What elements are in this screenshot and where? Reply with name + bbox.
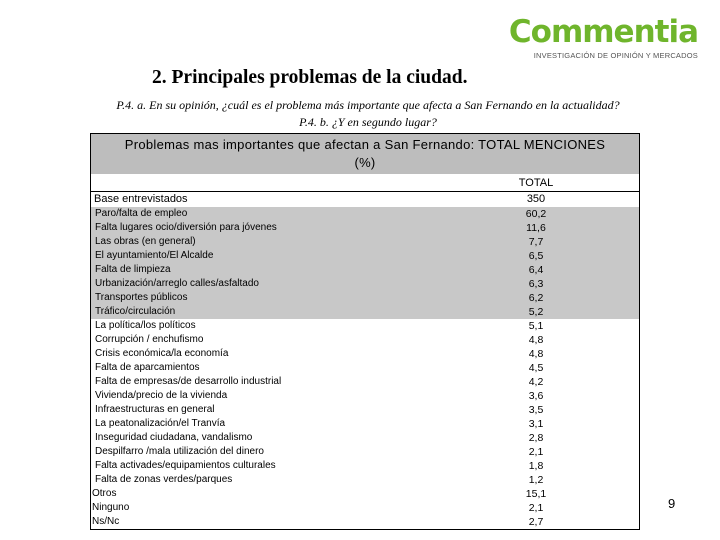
row-value: 5,1	[528, 320, 544, 332]
table-row	[91, 305, 639, 319]
results-table	[90, 133, 640, 530]
row-value: 2,7	[528, 516, 544, 528]
table-row	[91, 403, 639, 417]
row-label: Urbanización/arreglo calles/asfaltado	[95, 278, 259, 289]
table-row	[91, 515, 639, 529]
row-value: 2,1	[528, 446, 544, 458]
table-row	[91, 473, 639, 487]
row-label: Falta de zonas verdes/parques	[95, 474, 233, 485]
table-header	[91, 134, 639, 174]
row-value: 1,8	[528, 460, 544, 472]
question-line-b: P.4. b. ¿Y en segundo lugar?	[299, 115, 437, 129]
base-label: Base entrevistados	[94, 193, 188, 205]
row-value: 60,2	[525, 208, 547, 220]
table-row	[91, 207, 639, 221]
table-row	[91, 487, 639, 501]
row-value: 6,4	[528, 264, 544, 276]
row-label: Falta lugares ocio/diversión para jóvenes	[95, 222, 277, 233]
table-row	[91, 445, 639, 459]
table-body	[91, 207, 639, 529]
table-row	[91, 389, 639, 403]
row-label: La política/los políticos	[95, 320, 196, 331]
table-row	[91, 347, 639, 361]
base-row	[91, 192, 639, 207]
table-header-title: Problemas mas importantes que afectan a San Fernando: TOTAL MENCIONES	[124, 137, 606, 152]
row-value: 4,5	[528, 362, 544, 374]
table-header-unit: (%)	[354, 155, 376, 170]
row-label: Vivienda/precio de la vivienda	[95, 390, 228, 401]
row-value: 2,1	[528, 502, 544, 514]
row-value: 3,6	[528, 390, 544, 402]
logo-tagline: INVESTIGACIÓN DE OPINIÓN Y MERCADOS	[533, 51, 698, 60]
column-header-row	[91, 174, 639, 192]
row-label: Paro/falta de empleo	[95, 208, 188, 219]
table-row	[91, 291, 639, 305]
slide-title: 2. Principales problemas de la ciudad.	[152, 67, 468, 88]
table-row	[91, 417, 639, 431]
row-value: 11,6	[526, 222, 546, 234]
row-label: Ninguno	[92, 502, 130, 513]
row-label: Falta de empresas/de desarrollo industrial	[95, 376, 282, 387]
row-value: 4,8	[528, 348, 544, 360]
row-label: Falta de aparcamientos	[95, 362, 200, 373]
survey-question	[70, 97, 666, 131]
row-label: Despilfarro /mala utilización del dinero	[95, 446, 264, 457]
table-row	[91, 431, 639, 445]
table-row	[91, 501, 639, 515]
row-value: 15,1	[525, 488, 547, 500]
table-row	[91, 333, 639, 347]
row-value: 1,2	[528, 474, 544, 486]
brand-logo	[509, 14, 698, 60]
row-label: Falta de limpieza	[95, 264, 171, 275]
row-label: El ayuntamiento/El Alcalde	[95, 250, 214, 261]
table-row	[91, 277, 639, 291]
row-value: 6,3	[528, 278, 544, 290]
table-row	[91, 375, 639, 389]
row-value: 3,5	[528, 404, 544, 416]
column-header-total: TOTAL	[518, 177, 554, 189]
row-label: La peatonalización/el Tranvía	[95, 418, 226, 429]
row-label: Transportes públicos	[95, 292, 188, 303]
base-value: 350	[526, 193, 546, 205]
row-value: 4,2	[528, 376, 544, 388]
row-label: Crisis económica/la economía	[95, 348, 229, 359]
table-row	[91, 319, 639, 333]
row-label: Infraestructuras en general	[95, 404, 215, 415]
table-row	[91, 263, 639, 277]
row-label: Otros	[92, 488, 117, 499]
row-value: 5,2	[528, 306, 544, 318]
row-value: 3,1	[528, 418, 544, 430]
table-row	[91, 361, 639, 375]
question-line-a: P.4. a. En su opinión, ¿cuál es el problema más importante que afecta a San Fernando en la actualidad?	[116, 98, 620, 112]
table-row	[91, 235, 639, 249]
row-value: 6,5	[528, 250, 544, 262]
row-label: Inseguridad ciudadana, vandalismo	[95, 432, 253, 443]
row-value: 2,8	[528, 432, 544, 444]
row-label: Corrupción / enchufismo	[95, 334, 204, 345]
row-label: Las obras (en general)	[95, 236, 196, 247]
row-value: 4,8	[528, 334, 544, 346]
table-row	[91, 249, 639, 263]
row-label: Ns/Nc	[92, 516, 120, 527]
table-row	[91, 221, 639, 235]
row-value: 7,7	[528, 236, 544, 248]
row-label: Falta activades/equipamientos culturales	[95, 460, 276, 471]
logo-wordmark: Commentia	[508, 14, 698, 50]
row-value: 6,2	[528, 292, 544, 304]
page-number: 9	[668, 496, 676, 511]
table-row	[91, 459, 639, 473]
row-label: Tráfico/circulación	[95, 306, 176, 317]
